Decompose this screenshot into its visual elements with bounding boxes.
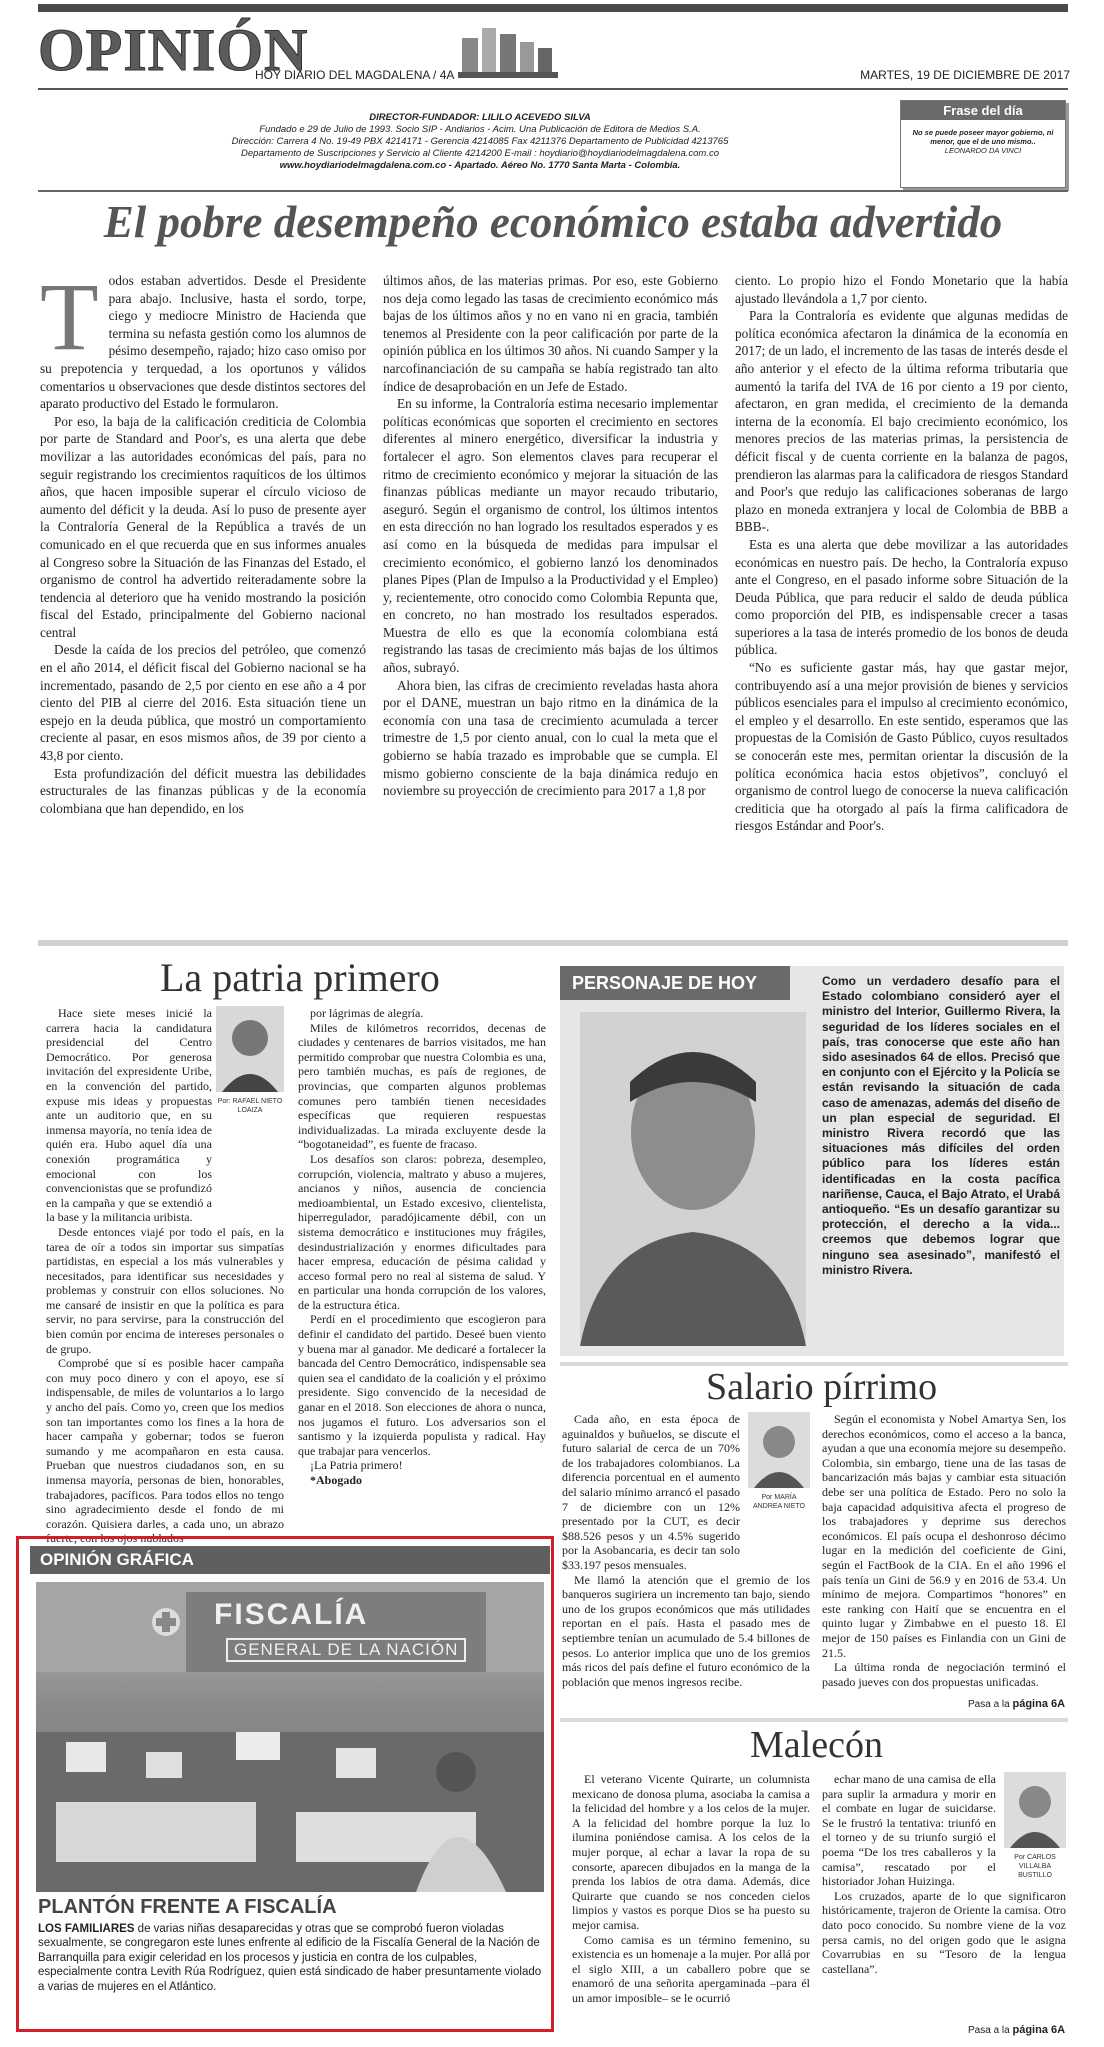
- signature: *Abogado: [310, 1473, 363, 1487]
- editorial-column-1: [40, 263, 366, 932]
- paragraph: Los cruzados, aparte de lo que significaron históricamente, trajeron de Oriente la camisa. Otro dato poco conocido. Su nombre viene de la voz persa camis, no del origen godo que le asigna Covarrubias en su “Tesoro de la lengua castellana”.: [822, 1888, 1066, 1976]
- paragraph: Perdí en el procedimiento que escogieron para definir el candidato del partido. Deseé buen viento y buena mar al ganador. Me dedicaré a fortalecer la bancada del Centro Democrático, indispensable sea quien sea el candidato de la coalición y el próximo presidente. Sigo convencido de la necesidad de ganar en el 2018. Son elecciones de ahora o nunca, nos jugamos el futuro. Los adversarios son el santismo y la izquierda populista y radical. Hay que trabajar para vencerlos.: [298, 1312, 546, 1458]
- paragraph: ciento. Lo propio hizo el Fondo Monetario que la había ajustado llevándola a 1,7 por ciento.: [735, 273, 1068, 306]
- quote-author: LEONARDO DA VINCI: [944, 146, 1022, 155]
- fiscalia-sign-line2: GENERAL DE LA NACIÓN: [226, 1638, 466, 1662]
- paragraph: Esta es una alerta que debe movilizar a las autoridades económicas en nuestro país. De hecho, la Contraloría expuso ante el Congreso, en el pasado informe sobre Situación de la Deuda Pública, que para reducir el saldo de deuda pública como proporción del PIB, es indispensable crecer a tasas superiores a la tasa de interés promedio de los bonos de deuda pública.: [735, 536, 1068, 658]
- malecon-column-1: [572, 1772, 810, 2034]
- credits-line: Departamento de Suscripciones y Servicio al Cliente 4214200 E-mail : hoydiario@hoydiariodelmagdalena.com.co: [240, 148, 720, 159]
- paragraph: La última ronda de negociación terminó el pasado jueves con dos propuestas unificadas.: [822, 1660, 1066, 1689]
- decorative-gift-icon: [458, 22, 558, 80]
- minister-portrait-icon: [580, 1012, 806, 1346]
- pasa-page: página 6A: [1012, 1698, 1066, 1710]
- top-rule: [38, 4, 1068, 12]
- paragraph: Hace siete meses inicié la carrera hacia la candidatura presidencial del Centro Democrático. Por generosa invitación del expresidente Uribe, en la convención del partido, expuse mis ideas y propuestas ante un auditorio que, en su inmensa mayoría, no tenía idea de quién era. Hubo aquel día una conexión programática y emocional con los convencionistas que se profundizó en la campaña y que se extendió a la base y la militancia uribista.: [46, 1006, 212, 1225]
- paragraph: Desde entonces viajé por todo el país, en la tarea de oír a todos sin importar sus simpatías partidistas, en especial a los más vulnerables y necesitados, para identificar sus necesidades y problemas y construir con ellos soluciones. No me cansaré de insistir en que la política es para servir, no para servirse, para la construcción del bien común por encima de intereses personales o de grupo.: [46, 1224, 284, 1356]
- credits-block: [130, 112, 830, 172]
- paragraph: ¡La Patria primero!: [310, 1458, 403, 1473]
- author-byline: Por MARÍA ANDREA NIETO: [753, 1494, 805, 1510]
- photo-caption-title: PLANTÓN FRENTE A FISCALÍA: [38, 1896, 337, 1918]
- fiscalia-sign-line1: FISCALÍA: [214, 1598, 369, 1631]
- paragraph: Ahora bien, las cifras de crecimiento reveladas hasta ahora por el DANE, muestran un bajo ritmo en la dinámica de la economía con una tasa de crecimiento acumulada a tercer trimestre de 1,5 por ciento anual, con lo cual la meta que el gobierno se había trazado es improbable que se cumpla. El mismo gobierno consciente de la baja dinámica redujo en noviembre su proyección de crecimiento para 2017 a 1,8 por: [383, 677, 718, 799]
- paragraph: por lágrimas de alegría.: [310, 1006, 424, 1020]
- quote-box: [900, 100, 1066, 188]
- drop-cap: T: [40, 263, 99, 370]
- paragraph: Por eso, la baja de la calificación crediticia de Colombia por parte de Standard and Poor's, es una alerta que debe movilizar a las autoridades económicas del país, para no seguir registrando los crecimientos raquíticos de los últimos años, que hacen imposible superar el círculo vicioso de aumento del déficit y la deuda. Así lo puso de presente ayer la Contraloría General de la República a través de un comunicado en el que recuerda que en sus informes anuales al Congreso sobre la Situación de las Finanzas del Estado, el organismo de control ha advertido reiteradamente sobre la tendencia al deterioro que ha venido mostrando la posición fiscal del Estado, principalmente del Gobierno nacional central: [40, 413, 366, 640]
- paragraph: Esta profundización del déficit muestra las debilidades estructurales de las finanzas públicas y de la economía colombiana que han dependido, en los: [40, 765, 366, 816]
- caption-text: de varias niñas desaparecidas y otras que se comprobó fueron violadas sexualmente, se congregaron este lunes enfrente al edificio de la Fiscalía General de la Nación de Barranquilla para exigir celeridad en los procesos y justicia en contra de los culpables, especialmente contra Levith Rúa Rodríguez, quien está sindicado de haber presuntamente violado a varias de mujeres en el Atlántico.: [38, 1923, 542, 1993]
- credits-line: Fundado e 29 de Julio de 1993. Socio SIP - Andiarios - Acim. Una Publicación de Editora de Medios S.A.: [259, 124, 701, 135]
- credits-line: Dirección: Carrera 4 No. 19-49 PBX 4214171 - Gerencia 4214085 Fax 4211376 Departamento de Publicidad 4213765: [231, 136, 729, 147]
- protest-photo: [36, 1582, 544, 1892]
- paragraph: echar mano de una camisa de ella para suplir la armadura y morir en el combate en lugar de suicidarse. Se le frustró la tentativa: triunfó en el torneo y de su triunfo surgió el poema “De los tres caballeros y la camisa”, rescatado por el historiador Johan Huizinga.: [822, 1772, 996, 1889]
- salario-column-1: [562, 1412, 810, 1712]
- pasa-label: Pasa a la: [968, 2025, 1010, 2036]
- author-byline: Por: RAFAEL NIETO LOAIZA: [217, 1098, 283, 1114]
- newspaper-name: HOY DIARIO DEL MAGDALENA / 4A: [255, 68, 455, 82]
- column-title-salario: Salario pírrimo: [706, 1366, 938, 1408]
- director-line: DIRECTOR-FUNDADOR: LILILO ACEVEDO SILVA: [369, 112, 591, 123]
- patria-column-1: [46, 1006, 284, 1546]
- paragraph: Comprobé que sí es posible hacer campaña con muy poco dinero y con el apoyo, ese sí indispensable, de miles de voluntarios a lo largo y ancho del país. Como yo, creen que los medios son tan importantes como los fines a la hora de hacer campaña y gobernar; todos se fueron sumando y me acompañaron en esta causa. Prueban que nuestros ciudadanos son, en su inmensa mayoría, personas de bien, honorables, trabajadores, pacíficos. Para todos ellos no tengo sino agradecimiento desde el fondo de mi corazón. Quisiera darles, a cada uno, un abrazo fuerte, con los ojos nublados: [46, 1356, 284, 1546]
- paragraph: últimos años, de las materias primas. Por eso, este Gobierno nos deja como legado las tasas de crecimiento económico más bajas de los últimos años y no en vano ni en gracia, también tenemos al Presidente con la peor calificación por parte de la opinión pública en los últimos 30 años. Ni cuando Samper y la narcofinanciación de su campaña se había registrado tan alto índice de desaprobación en un Jefe de Estado.: [383, 273, 718, 394]
- paragraph: “No es suficiente gastar más, hay que gastar mejor, contribuyendo así a una mejor provisión de bienes y servicios públicos esenciales para el impulso al crecimiento económico, el empleo y el desarrollo. En este sentido, esperamos que las propuestas de la Comisión de Gasto Público, cuyos resultados se conocerán este mes, permitan orientar la discusión de la política económica hacia estos objetivos”, concluyó el organismo de control luego de conocerse la nueva calificación crediticia que ha otorgado al país la firma calificadora de riesgos Estándar and Poor's.: [735, 660, 1068, 834]
- paragraph: Como camisa es un término femenino, su existencia es un homenaje a la mujer. Por allá por el siglo XIII, a un caballero pobre que se enamoró de una señorita apergaminada –para él un amor imposible– se le ocurrió: [572, 1932, 810, 2005]
- masthead-rule: [38, 88, 1068, 90]
- issue-date: MARTES, 19 DE DICIEMBRE DE 2017: [860, 68, 1070, 82]
- photo-caption: [38, 1922, 544, 1994]
- editorial-headline: El pobre desempeño económico estaba advertido: [103, 197, 1003, 247]
- column-title-malecon: Malecón: [750, 1724, 883, 1766]
- paragraph: Me llamó la atención que el gremio de los banqueros sugiriera un incremento tan bajo, siendo uno de los grupos económicos que más utilidades reportan en el país. Hasta el pasado mes de septiembre tenían un acumulado de 5.4 billones de pesos. Lo anterior implica que uno de los gremios más ricos del país define el futuro económico de la población que menos ingresos recibe.: [562, 1572, 810, 1689]
- continuation-link[interactable]: [968, 1698, 1065, 1710]
- author-byline: Por CARLOS VILLALBA BUSTILLO: [1014, 1854, 1056, 1879]
- quote-heading: Frase del día: [901, 101, 1065, 120]
- section-title: OPINIÓN: [38, 17, 309, 83]
- paragraph: Según el economista y Nobel Amartya Sen, los derechos económicos, como el acceso a la banca, ayudan a que una economía mejore su desempeño. Colombia, sin embargo, tiene una de las tasas de bancarización más bajas y cambiar esta situación debe ser una política de Estado. Pero no solo la baja capacidad adquisitiva afecta el progreso de los trabajadores y deprime sus derechos económicos. El país ocupa el deshonroso décimo lugar en la medición del coeficiente de Gini, según el FactBook de la CIA. En el año 1996 el país tenía un Gini de 56.9 y en 2016 de 53.4. Un mínimo de mejora. Compartimos “honores” en este ranking con Haití que se encuentra en el quinto lugar y Zimbabwe en el puesto 18. El mejor de 150 países es Finlandia con un Gini de 21.5.: [822, 1412, 1066, 1660]
- paragraph: Cada año, en esta época de aguinaldos y buñuelos, se discute el futuro salarial de cerca de un 70% de los trabajadores colombianos. La diferencia porcentual en el aumento del salario mínimo arrancó el pasado 7 de diciembre con un 12% presentado por la CUT, es decir $88.526 pesos y un 4.5% sugerido por la Asobancaria, es decir tan solo $33.197 pesos mensuales.: [562, 1412, 740, 1572]
- section-divider: [38, 940, 1068, 946]
- opinion-grafica-heading: OPINIÓN GRÁFICA: [30, 1546, 550, 1574]
- pasa-page: página 6A: [1012, 2024, 1066, 2036]
- editorial-column-3: [735, 272, 1068, 932]
- column-title-patria: La patria primero: [160, 955, 440, 1000]
- website-line: www.hoydiariodelmagdalena.com.co - Apartado. Aéreo No. 1770 Santa Marta - Colombia.: [279, 160, 681, 171]
- caption-lead: LOS FAMILIARES: [38, 1923, 135, 1935]
- quote-text: No se puede poseer mayor gobierno, ni menor, que el de uno mismo..: [912, 128, 1054, 146]
- editorial-column-2: [383, 272, 718, 932]
- paragraph: El veterano Vicente Quirarte, un columnista mexicano de donosa pluma, asociaba la camisa a la felicidad del hombre y a los celos de la mujer. A la felicidad del hombre porque la luz lo ilumina poniéndose camisa. A los celos de la mujer porque, al echar a lavar la ropa de su consorte, aparecen dibujados en la manga de la prenda los labios de otra dama. Además, dice Quirarte que cuando se nos conceden cielos limpios y vastos es porque Dios se ha puesto su mejor camisa.: [572, 1772, 810, 1932]
- salario-column-2: [822, 1412, 1066, 1698]
- paragraph: En su informe, la Contraloría estima necesario implementar políticas económicas que soporten el crecimiento en sectores diferentes al minero energético, diversificar la industria y fortalecer el agro. Son elementos claves para recuperar el ritmo de crecimiento económico y mejorar la situación de las finanzas públicas mediante un mayor recaudo tributario, aseguró. Según el organismo de control, los últimos intentos en esta dirección no han logrado los resultados esperados y es así como en la búsqueda de medidas para impulsar el crecimiento económico, el gobierno lanzó los denominados planes Pipes (Plan de Impulso a la Productividad y el Empleo) y, recientemente, otro conocido como Colombia Repunta que, en concreto, no han mostrado los resultados esperados. Muestra de ello es que la economía colombiana está registrando las tasas de crecimiento más bajas de los últimos años, subrayó.: [383, 396, 718, 676]
- personaje-heading: PERSONAJE DE HOY: [560, 966, 790, 1000]
- paragraph: Los desafíos son claros: pobreza, desempleo, corrupción, violencia, maltrato y abuso a mujeres, ancianos y niños, ausencia de conciencia medioambiental, un Estado excesivo, clientelista, hiperregulador, paradójicamente débil, con un sistema democrático e instituciones muy frágiles, desindustrialización y enormes dificultades para hacer empresa, educación de pésima calidad y acceso formal pero no real al sistema de salud. Y en particular una honda corrupción de los valores, de la estructura ética.: [298, 1151, 546, 1312]
- continuation-link[interactable]: [968, 2024, 1065, 2036]
- paragraph: odos estaban advertidos. Desde el Presidente para abajo. Inclusive, hasta el sordo, torpe, ciego y mediocre Ministro de Hacienda que termina su nefasta gestión como los alumnos de pésimo desempeño, rajado; hizo caso omiso por su prepotencia y terquedad, a los oportunos y válidos comentarios u observaciones que desde distintos sectores del aparato productivo del Estado le formularon.: [40, 273, 366, 412]
- paragraph: Para la Contraloría es evidente que algunas medidas de política económica afectaron la dinámica de la economía en 2017; de un lado, el incremento de las tasas de interés desde el año anterior y el efecto de la última reforma tributaria que aumentó la tarifa del IVA de 16 por ciento a 19 por ciento, afectaron, en gran medida, el crecimiento de la demanda interna de la economía. El bajo crecimiento económico, los menores precios de las materias primas, la persistencia de déficit fiscal y de cuenta corriente en la balanza de pagos, prendieron las alarmas para la calificadora de riesgos Standard and Poor's que redujo las calificaciones soberanas de largo plazo en moneda extranjera y local de Colombia de BBB a BBB-.: [735, 308, 1069, 535]
- paragraph: Desde la caída de los precios del petróleo, que comenzó en el año 2014, el déficit fiscal del Gobierno nacional se ha incrementado, pasando de 2,5 por ciento en ese año a 4 por ciento del PIB al cierre del 2016. Esta situación tiene un espejo en la deuda pública, que mostró un comportamiento creciente al pasar, en esos mismos años, de 39 por ciento a 43,8 por ciento.: [40, 642, 366, 764]
- divider: [38, 190, 1068, 192]
- personaje-text: Como un verdadero desafío para el Estado colombiano consideró ayer el ministro del Interior, Guillermo Rivera, la seguridad de los líderes sociales en el país, tras conocerse que este año han sido asesinados 64 de ellos. Precisó que en conjunto con el Ejército y la Policía se están revisando la situación de cada caso de amenazas, además del diseño de un plan especial de seguridad. El ministro Rivera recordó que las situaciones más difíciles del orden público para los líderes están identificadas en la costa pacífica nariñense, Cauca, el Bajo Atrato, el Urabá antioqueño. “Es un desafío garantizar su protección, el derecho a la vida... creemos que debemos lograr que ninguno sea asesinado”, manifestó el ministro Rivera.: [822, 974, 1060, 1277]
- paragraph: Miles de kilómetros recorridos, decenas de ciudades y centenares de barrios visitados, me han permitido comprobar que nuestra Colombia es una, pero también muchas, es país de regiones, de provincias, que comparten algunos problemas comunes pero también tienen necesidades específicas que requieren respuestas individualizadas. La mirada excluyente desde la “bogotaneidad”, es fuente de fracaso.: [298, 1020, 546, 1152]
- malecon-column-2: [822, 1772, 1066, 2022]
- pasa-label: Pasa a la: [968, 1699, 1010, 1710]
- patria-column-2: [298, 1006, 546, 1536]
- divider: [560, 1718, 1068, 1722]
